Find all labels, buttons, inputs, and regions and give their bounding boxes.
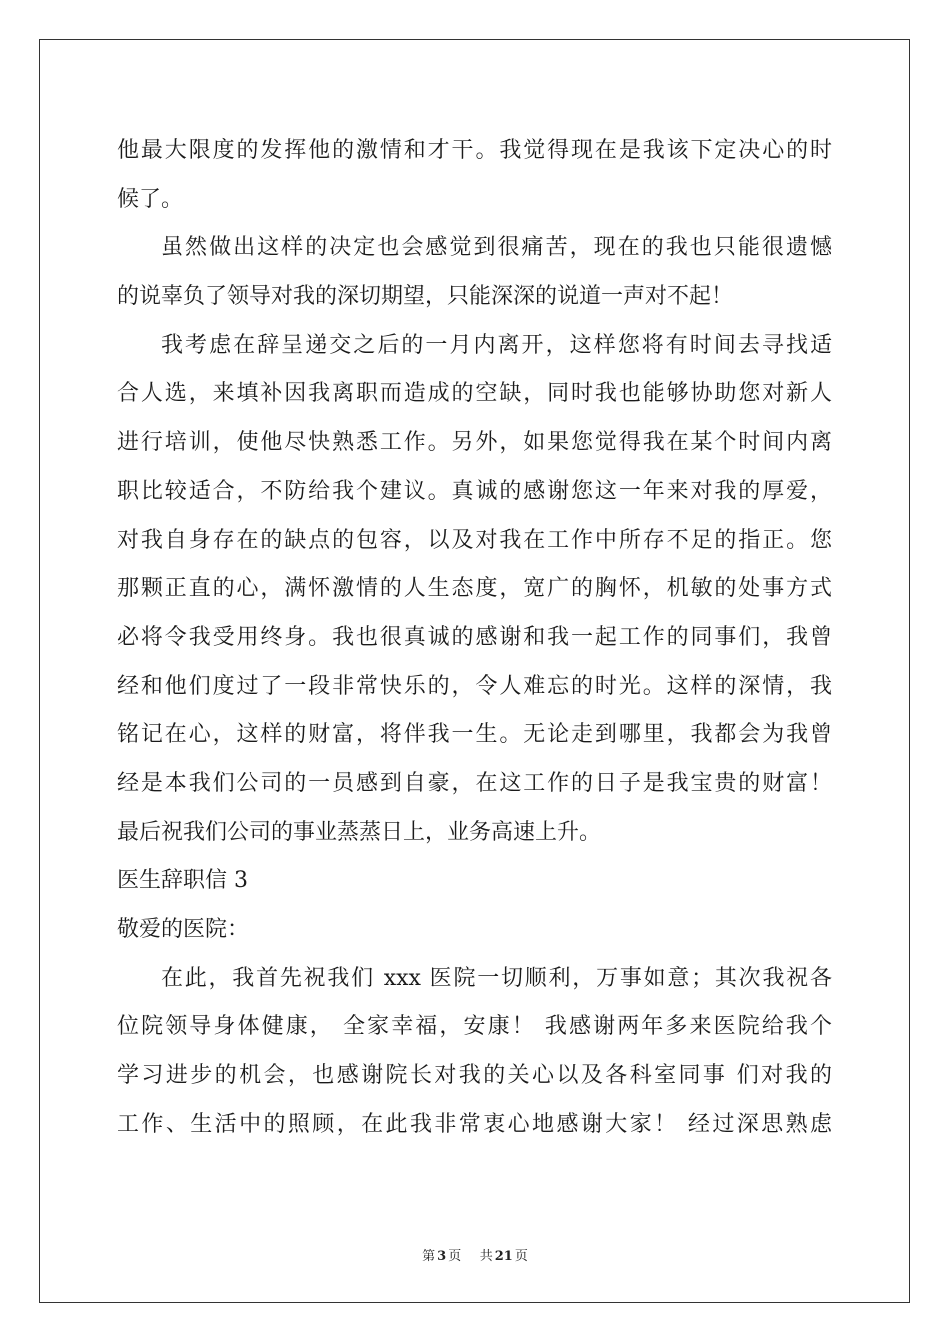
text-line: 最后祝我们公司的事业蒸蒸日上，业务高速上升。 [117,819,602,845]
text-line: 学习进步的机会，也感谢院长对我的关心以及各科室同事 们对我的 [117,1063,832,1089]
total-suffix: 页 [514,1249,528,1264]
page-prefix: 第 [422,1249,436,1264]
text-line: 在此，我首先祝我们 xxx 医院一切顺利，万事如意；其次我祝各 [161,965,832,991]
text-line: 进行培训，使他尽快熟悉工作。另外，如果您觉得我在某个时间内离 [117,430,832,456]
text-line: 位院领导身体健康， 全家幸福，安康！ 我感谢两年多来医院给我个 [117,1014,832,1040]
total-prefix: 共 [479,1249,493,1264]
text-line: 候了。 [117,186,184,212]
text-line: 经是本我们公司的一员感到自豪，在这工作的日子是我宝贵的财富！ [117,770,832,796]
text-line: 工作、生活中的照顾，在此我非常衷心地感谢大家！ 经过深思熟虑 [117,1111,832,1137]
total-pages: 21 [494,1249,513,1264]
text-line: 对我自身存在的缺点的包容，以及对我在工作中所存不足的指正。您 [117,527,832,553]
text-line: 我考虑在辞呈递交之后的一月内离开，这样您将有时间去寻找适 [161,332,832,358]
text-line: 虽然做出这样的决定也会感觉到很痛苦，现在的我也只能很遗憾 [161,235,832,261]
page-suffix: 页 [448,1249,462,1264]
text-line: 经和他们度过了一段非常快乐的，令人难忘的时光。这样的深情，我 [117,673,832,699]
section-heading: 医生辞职信 3 [117,868,248,894]
text-line: 必将令我受用终身。我也很真诚的感谢和我一起工作的同事们，我曾 [117,624,832,650]
document-body [117,127,832,1149]
page-number: 3 [437,1249,447,1264]
page-footer [0,1245,950,1264]
text-line: 职比较适合，不防给我个建议。真诚的感谢您这一年来对我的厚爱， [117,478,832,504]
text-line: 铭记在心，这样的财富，将伴我一生。无论走到哪里，我都会为我曾 [117,722,832,748]
text-line: 他最大限度的发挥他的激情和才干。我觉得现在是我该下定决心的时 [117,138,832,163]
text-line: 的说辜负了领导对我的深切期望，只能深深的说道一声对不起！ [117,284,734,310]
text-line: 合人选，来填补因我离职而造成的空缺，同时我也能够协助您对新人 [117,381,832,407]
text-line: 那颗正直的心，满怀激情的人生态度，宽广的胸怀，机敏的处事方式 [117,576,832,602]
salutation: 敬爱的医院： [117,917,250,942]
